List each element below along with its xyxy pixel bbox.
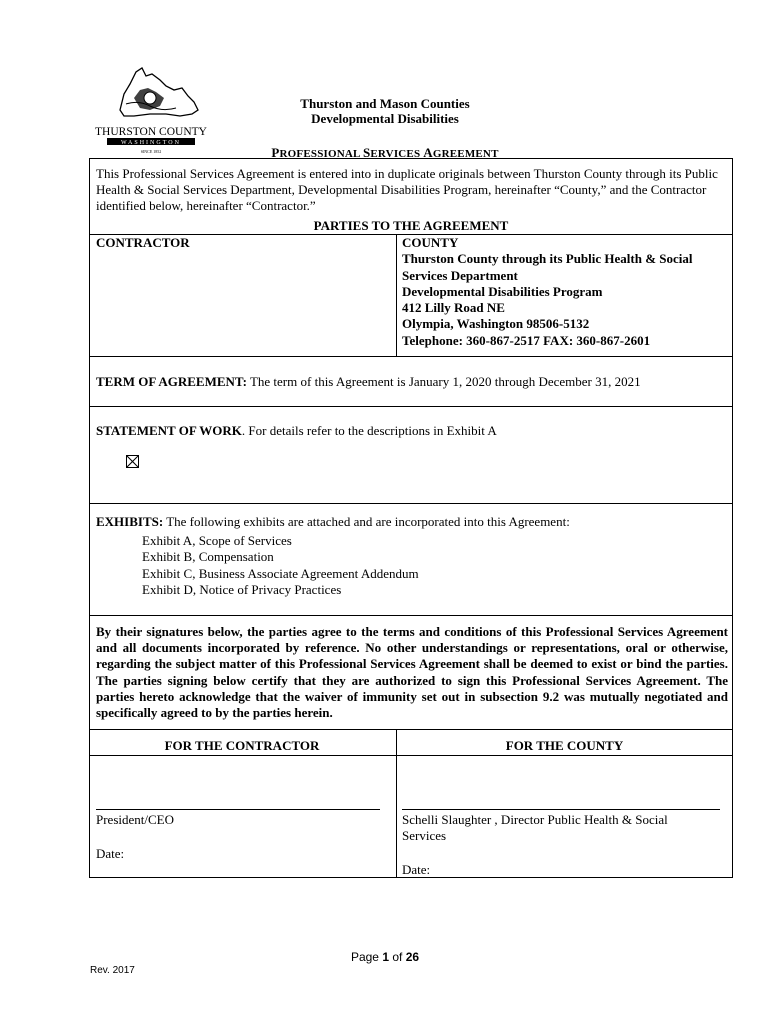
header-line-2: Developmental Disabilities <box>311 111 459 126</box>
logo-founded: SINCE 1852 <box>140 149 162 154</box>
contractor-date-label: Date: <box>96 846 125 861</box>
sow-checkbox[interactable] <box>126 455 139 468</box>
exhibit-item: Exhibit A, Scope of Services <box>142 533 292 548</box>
sow-text: . For details refer to the descriptions in Exhibit A <box>241 423 497 438</box>
county-line-4: 412 Lilly Road NE <box>402 300 505 316</box>
parties-heading: PARTIES TO THE AGREEMENT <box>313 218 509 233</box>
for-contractor-heading: FOR THE CONTRACTOR <box>164 738 320 753</box>
contractor-label: CONTRACTOR <box>96 235 190 250</box>
page-prefix: Page <box>350 950 383 964</box>
county-line-6: Telephone: 360-867-2517 FAX: 360-867-2601 <box>402 332 651 348</box>
contractor-signature-line[interactable] <box>96 809 380 810</box>
divider-term <box>90 356 732 357</box>
logo-state-banner: WASHINGTON <box>121 140 181 146</box>
page-number <box>0 950 770 964</box>
page-of: of <box>389 950 406 964</box>
county-label: COUNTY <box>402 235 459 250</box>
divider-sow <box>90 406 732 407</box>
revision-label: Rev. 2017 <box>90 965 135 976</box>
exhibit-item: Exhibit B, Compensation <box>142 549 274 565</box>
term-label: TERM OF AGREEMENT: <box>96 374 247 389</box>
title-part-3: GREEMENT <box>432 148 499 160</box>
divider-signature-headings <box>90 755 732 756</box>
county-line-2: Services Department <box>402 267 518 283</box>
checked-box-icon <box>126 455 139 468</box>
for-county-heading: FOR THE COUNTY <box>505 738 624 753</box>
divider-parties-column <box>396 234 397 356</box>
divider-signature-block <box>90 729 732 730</box>
divider-signature-para <box>90 615 732 616</box>
exhibit-item: Exhibit C, Business Associate Agreement Addendum <box>142 565 419 581</box>
county-date-label: Date: <box>402 862 431 877</box>
title-cap-a: A <box>423 145 433 160</box>
county-signature-line[interactable] <box>402 809 720 810</box>
exhibits-text: The following exhibits are attached and are incorporated into this Agreement: <box>163 514 570 529</box>
title-cap-p: P <box>271 145 280 160</box>
statement-of-work <box>96 423 726 439</box>
page-current: 1 <box>382 950 389 964</box>
title-cap-s: S <box>362 145 371 160</box>
exhibit-item: Exhibit D, Notice of Privacy Practices <box>142 581 342 597</box>
county-line-3: Developmental Disabilities Program <box>402 283 603 299</box>
county-line-5: Olympia, Washington 98506-5132 <box>402 316 590 332</box>
term-of-agreement <box>96 374 726 390</box>
exhibits-label: EXHIBITS: <box>96 514 164 529</box>
contractor-signer-title: President/CEO <box>96 812 174 827</box>
exhibit-list <box>142 533 642 598</box>
title-part-1: ROFESSIONAL <box>279 148 363 160</box>
term-text: The term of this Agreement is January 1, 2020 through December 31, 2021 <box>246 374 641 389</box>
sow-label: STATEMENT OF WORK <box>96 423 242 438</box>
exhibits-intro <box>96 514 726 530</box>
county-signer-title: Schelli Slaughter , Director Public Health & Social Services <box>402 812 668 843</box>
county-address-block <box>402 235 727 349</box>
title-part-2: ERVICES <box>370 148 424 160</box>
page-total: 26 <box>405 950 420 964</box>
logo-county-name: THURSTON COUNTY <box>95 126 207 138</box>
divider-exhibits <box>90 503 732 504</box>
intro-paragraph: This Professional Services Agreement is entered into in duplicate originals between Thurston County through its Public Health & Social Services Department, Developmental Disabilities Program, hereinafter “County,” and the Contractor identified below, hereinafter “Contractor.” <box>96 166 718 213</box>
county-line-1: Thurston County through its Public Health & Social <box>402 251 693 267</box>
signature-paragraph: By their signatures below, the parties agree to the terms and conditions of this Professional Services Agreement and all documents incorporated by reference. No other understandings or representations, oral or otherwise, regarding the subject matter of this Professional Services Agreement shall be deemed to exist or bind the parties. The parties signing below certify that they are authorized to sign this Professional Services Agreement. The parties hereto acknowledge that the waiver of immunity set out in subsection 9.2 was mutually negotiated and specifically agreed to by the parties herein. <box>96 624 728 721</box>
thurston-county-logo <box>90 64 212 156</box>
header-line-1: Thurston and Mason Counties <box>300 96 470 111</box>
